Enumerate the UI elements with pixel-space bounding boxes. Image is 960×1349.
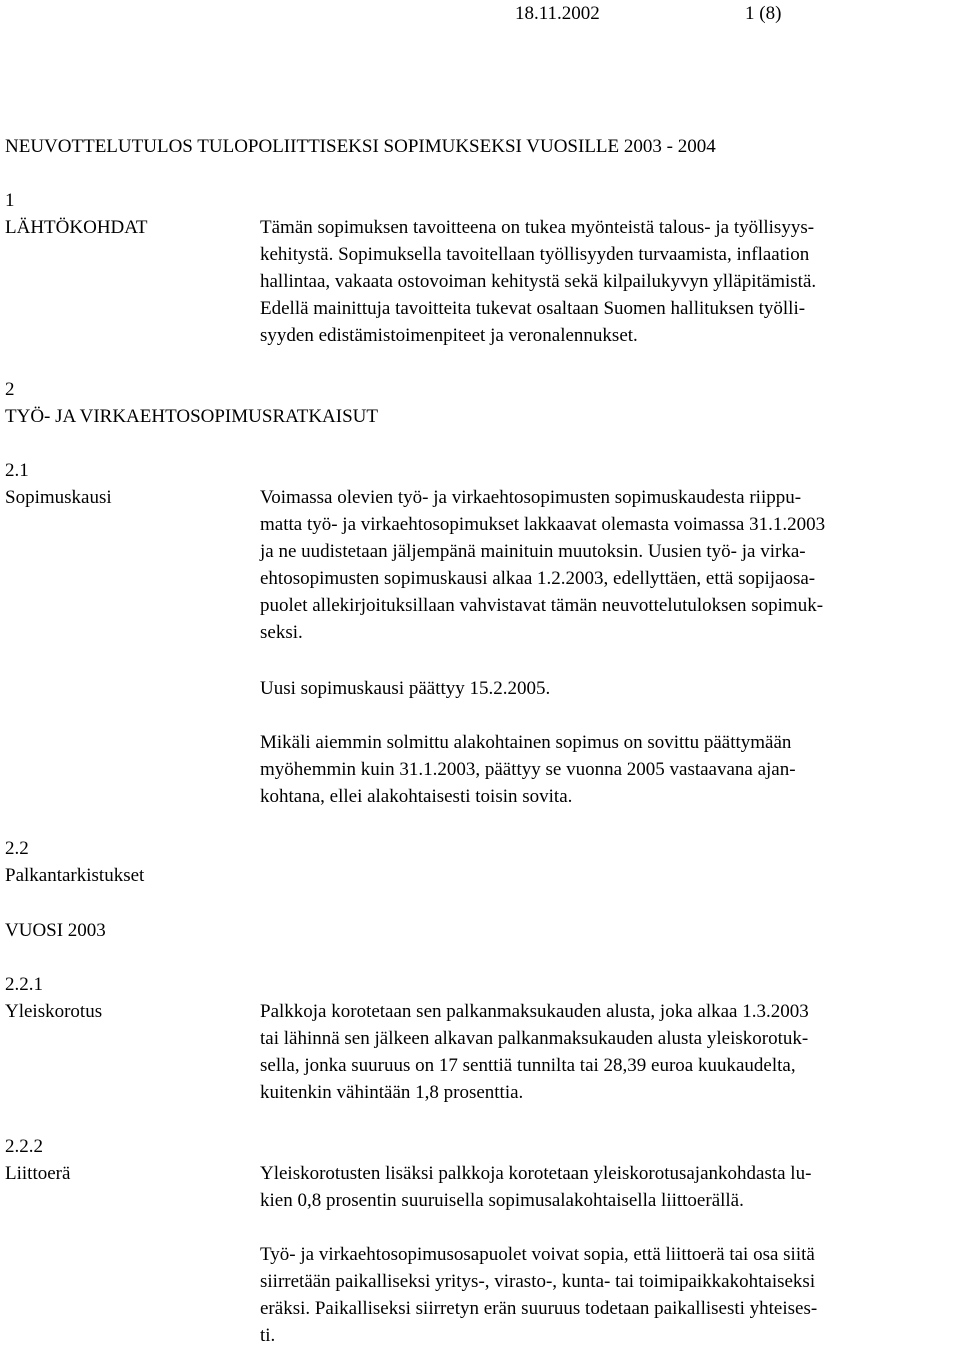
text-line: matta työ- ja virkaehtosopimukset lakkaavat olemasta voimassa 31.1.2003 xyxy=(260,514,826,535)
section-1-heading: LÄHTÖKOHDAT xyxy=(5,217,148,238)
text-line: Edellä mainittuja tavoitteita tukevat osaltaan Suomen hallituksen työlli- xyxy=(260,298,806,319)
text-line: syyden edistämistoimenpiteet ja veronalennukset. xyxy=(260,325,638,346)
text-line: Voimassa olevien työ- ja virkaehtosopimusten sopimuskaudesta riippu- xyxy=(260,487,802,508)
text-line: hallintaa, vakaata ostovoiman kehitystä sekä kilpailukyvyn ylläpitämistä. xyxy=(260,271,817,292)
section-2-2-1-body xyxy=(260,998,950,1106)
document-title: NEUVOTTELUTULOS TULOPOLIITTISEKSI SOPIMUKSEKSI VUOSILLE 2003 - 2004 xyxy=(5,136,716,157)
text-line: Palkkoja korotetaan sen palkanmaksukauden alusta, joka alkaa 1.3.2003 xyxy=(260,1001,809,1022)
text-line: Tämän sopimuksen tavoitteena on tukea myönteistä talous- ja työllisyys- xyxy=(260,217,815,238)
text-line: Mikäli aiemmin solmittu alakohtainen sopimus on sovittu päättymään xyxy=(260,732,792,753)
section-2-heading: TYÖ- JA VIRKAEHTOSOPIMUSRATKAISUT xyxy=(5,406,378,427)
text-line: Yleiskorotusten lisäksi palkkoja korotetaan yleiskorotusajankohdasta lu- xyxy=(260,1163,812,1184)
text-line: ja ne uudistetaan jäljempänä mainituin muutoksin. Uusien työ- ja virka- xyxy=(260,541,806,562)
section-2-2-1-number: 2.2.1 xyxy=(5,974,43,995)
page-number: 1 (8) xyxy=(745,3,782,24)
document-date: 18.11.2002 xyxy=(515,3,600,24)
text-line: Työ- ja virkaehtosopimusosapuolet voivat sopia, että liittoerä tai osa siitä xyxy=(260,1244,815,1265)
section-2-2-1-heading: Yleiskorotus xyxy=(5,1001,103,1022)
section-2-number: 2 xyxy=(5,379,15,400)
text-line: seksi. xyxy=(260,622,303,643)
section-2-2-2-paragraph-1 xyxy=(260,1160,950,1214)
text-line: kohtana, ellei alakohtaisesti toisin sovita. xyxy=(260,786,573,807)
section-2-2-2-paragraph-2 xyxy=(260,1241,950,1349)
text-line: ehtosopimusten sopimuskausi alkaa 1.2.2003, edellyttäen, että sopijaosa- xyxy=(260,568,816,589)
text-line: kuitenkin vähintään 1,8 prosenttia. xyxy=(260,1082,524,1103)
section-2-2-number: 2.2 xyxy=(5,838,29,859)
text-line: eräksi. Paikalliseksi siirretyn erän suuruus todetaan paikallisesti yhteises- xyxy=(260,1298,818,1319)
section-2-1-paragraph-3 xyxy=(260,729,950,810)
section-1-body xyxy=(260,214,950,349)
text-line: kehitystä. Sopimuksella tavoitellaan työllisyyden turvaamista, inflaation xyxy=(260,244,810,265)
year-heading: VUOSI 2003 xyxy=(5,920,106,941)
section-2-1-paragraph-1 xyxy=(260,484,950,646)
text-line: myöhemmin kuin 31.1.2003, päättyy se vuonna 2005 vastaavana ajan- xyxy=(260,759,796,780)
text-line: kien 0,8 prosentin suuruisella sopimusalakohtaisella liittoerällä. xyxy=(260,1190,744,1211)
section-2-1-heading: Sopimuskausi xyxy=(5,487,112,508)
text-line: ti. xyxy=(260,1325,276,1346)
section-1-number: 1 xyxy=(5,190,15,211)
section-2-1-number: 2.1 xyxy=(5,460,29,481)
section-2-2-heading: Palkantarkistukset xyxy=(5,865,145,886)
section-2-2-2-heading: Liittoerä xyxy=(5,1163,71,1184)
text-line: siirretään paikalliseksi yritys-, virasto-, kunta- tai toimipaikkakohtaiseksi xyxy=(260,1271,816,1292)
section-2-2-2-number: 2.2.2 xyxy=(5,1136,43,1157)
text-line: sella, jonka suuruus on 17 senttiä tunnilta tai 28,39 euroa kuukaudelta, xyxy=(260,1055,796,1076)
section-2-1-paragraph-2: Uusi sopimuskausi päättyy 15.2.2005. xyxy=(260,678,551,699)
text-line: puolet allekirjoituksillaan vahvistavat tämän neuvottelutuloksen sopimuk- xyxy=(260,595,824,616)
text-line: tai lähinnä sen jälkeen alkavan palkanmaksukauden alusta yleiskorotuk- xyxy=(260,1028,809,1049)
